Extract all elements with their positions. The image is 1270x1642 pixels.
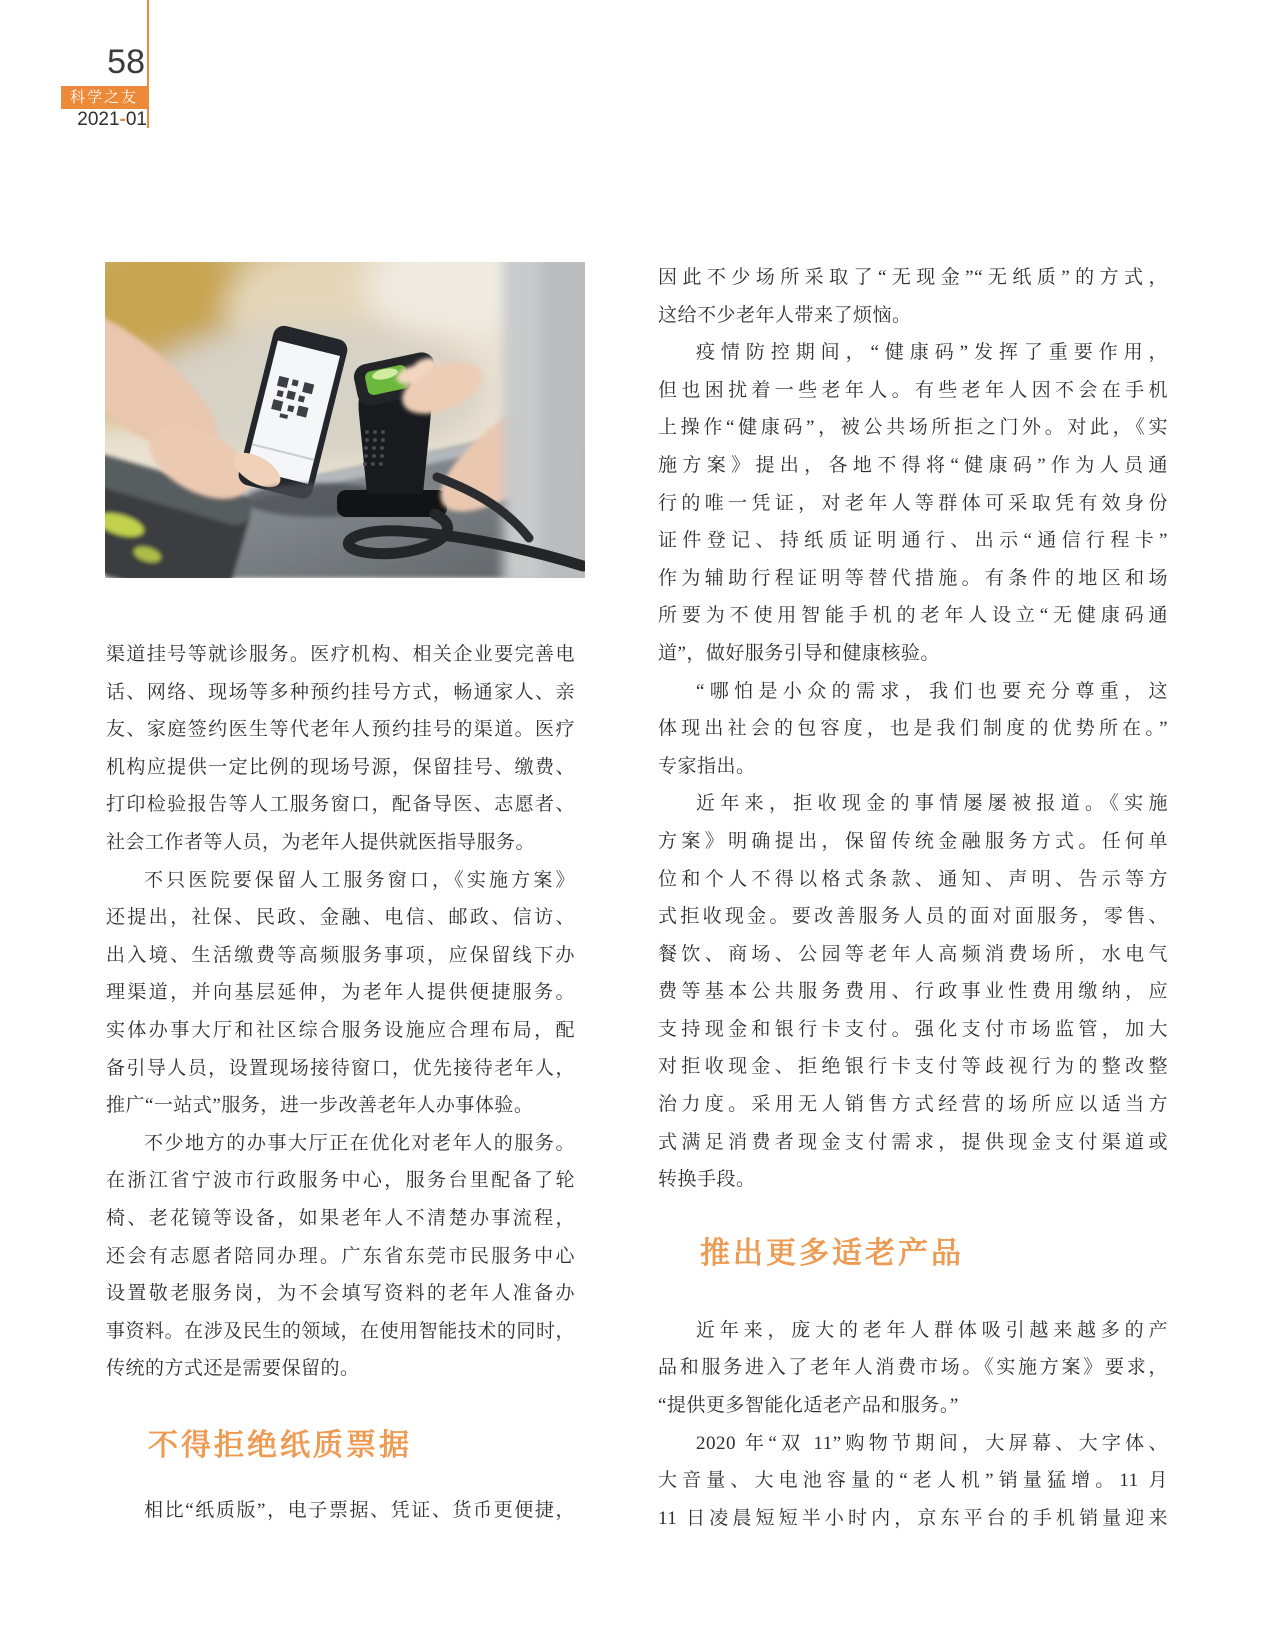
text-line: 备引导人员，设置现场接待窗口，优先接待老年人， (106, 1057, 575, 1079)
text-line: 还提出，社保、民政、金融、电信、邮政、信访、 (106, 907, 575, 929)
text-line: 友、家庭签约医生等代老年人预约挂号的渠道。医疗 (106, 719, 575, 741)
text-line: 餐饮、商场、公园等老年人高频消费场所，水电气 (658, 943, 1168, 965)
issue-year: 2021 (77, 109, 120, 130)
text-line: 但也困扰着一些老年人。有些老年人因不会在手机 (658, 379, 1168, 401)
section-heading: 不得拒绝纸质票据 (148, 1428, 412, 1462)
text-line: 近年来，庞大的老年人群体吸引越来越多的产 (696, 1319, 1168, 1341)
text-line: 这给不少老年人带来了烦恼。 (658, 304, 912, 326)
left-column (106, 636, 575, 1529)
text-line: 式拒收现金。要改善服务人员的面对面服务，零售、 (658, 906, 1168, 928)
section-heading: 推出更多适老产品 (700, 1236, 964, 1270)
text-line: 因此不少场所采取了“无现金”“无纸质”的方式， (658, 267, 1168, 288)
text-line: 理渠道，并向基层延伸，为老年人提供便捷服务。 (106, 982, 575, 1004)
text-line: 治力度。采用无人销售方式经营的场所应以适当方 (658, 1094, 1168, 1116)
article-photo (105, 262, 585, 578)
text-line: 体现出社会的包容度，也是我们制度的优势所在。” (658, 718, 1168, 740)
issue-number: 01 (125, 109, 147, 130)
text-line: 话、网络、现场等多种预约挂号方式，畅通家人、亲 (106, 681, 575, 703)
text-line: 11 日凌晨短短半小时内，京东平台的手机销量迎来 (658, 1507, 1168, 1529)
issue-separator: - (119, 109, 126, 130)
text-line: 设置敬老服务岗，为不会填写资料的老年人准备办 (106, 1283, 575, 1305)
text-line: 上操作“健康码”，被公共场所拒之门外。对此，《实 (658, 417, 1168, 439)
text-line: 证件登记、持纸质证明通行、出示“通信行程卡” (658, 530, 1168, 552)
text-line: 在浙江省宁波市行政服务中心，服务台里配备了轮 (106, 1170, 575, 1192)
text-line: 事资料。在涉及民生的领域，在使用智能技术的同时， (106, 1320, 575, 1342)
text-line: 推广“一站式”服务，进一步改善老年人办事体验。 (106, 1095, 534, 1117)
text-line: 费等基本公共服务费用、行政事业性费用缴纳，应 (658, 981, 1168, 1003)
text-line: 位和个人不得以格式条款、通知、声明、告示等方 (658, 868, 1168, 890)
text-line: 行的唯一凭证，对老年人等群体可采取凭有效身份 (658, 492, 1168, 514)
text-line: 方案》明确提出，保留传统金融服务方式。任何单 (658, 830, 1168, 852)
text-line: 相比“纸质版”，电子票据、凭证、货币更便捷， (144, 1499, 575, 1521)
right-column (658, 259, 1168, 1537)
text-line: 专家指出。 (658, 755, 756, 777)
qr-payment-photo-illustration (105, 262, 585, 578)
text-line: 渠道挂号等就诊服务。医疗机构、相关企业要完善电 (106, 644, 575, 665)
text-line: 式满足消费者现金支付需求，提供现金支付渠道或 (658, 1131, 1168, 1153)
text-line: 实体办事大厅和社区综合服务设施应合理布局，配 (106, 1019, 575, 1041)
text-line: 所要为不使用智能手机的老年人设立“无健康码通 (658, 605, 1168, 627)
text-line: 大音量、大电池容量的“老人机”销量猛增。11 月 (658, 1470, 1168, 1492)
text-line: 支持现金和银行卡支付。强化支付市场监管，加大 (658, 1018, 1168, 1040)
text-line: 还会有志愿者陪同办理。广东省东莞市民服务中心 (106, 1245, 575, 1267)
text-line: 道”，做好服务引导和健康核验。 (658, 642, 940, 664)
masthead-divider-line (147, 0, 149, 128)
text-line: 对拒收现金、拒绝银行卡支付等歧视行为的整改整 (658, 1056, 1168, 1078)
text-line: 2020 年“双 11”购物节期间，大屏幕、大字体、 (696, 1432, 1168, 1454)
text-line: 施方案》提出，各地不得将“健康码”作为人员通 (658, 454, 1168, 476)
text-line: 社会工作者等人员，为老年人提供就医指导服务。 (106, 831, 536, 853)
text-line: 出入境、生活缴费等高频服务事项，应保留线下办 (106, 944, 575, 966)
text-line: 近年来，拒收现金的事情屡屡被报道。《实施 (696, 793, 1168, 815)
text-line: 不只医院要保留人工服务窗口，《实施方案》 (144, 869, 575, 891)
text-line: 疫情防控期间，“健康码”发挥了重要作用， (696, 342, 1168, 364)
text-line: “哪怕是小众的需求，我们也要充分尊重，这 (696, 680, 1168, 702)
text-line: 作为辅助行程证明等替代措施。有条件的地区和场 (658, 567, 1168, 589)
text-line: 打印检验报告等人工服务窗口，配备导医、志愿者、 (106, 794, 575, 816)
page-number: 58 (107, 43, 145, 81)
text-line: 机构应提供一定比例的现场号源，保留挂号、缴费、 (106, 756, 575, 778)
text-line: “提供更多智能化适老产品和服务。” (658, 1395, 959, 1417)
text-line: 不少地方的办事大厅正在优化对老年人的服务。 (144, 1132, 575, 1154)
magazine-logo: 科学之友 (61, 86, 147, 109)
text-line: 传统的方式还是需要保留的。 (106, 1358, 360, 1380)
text-line: 品和服务进入了老年人消费市场。《实施方案》要求， (658, 1357, 1168, 1379)
text-line: 椅、老花镜等设备，如果老年人不清楚办事流程， (106, 1207, 575, 1229)
text-line: 转换手段。 (658, 1169, 756, 1191)
issue-date (42, 108, 147, 132)
